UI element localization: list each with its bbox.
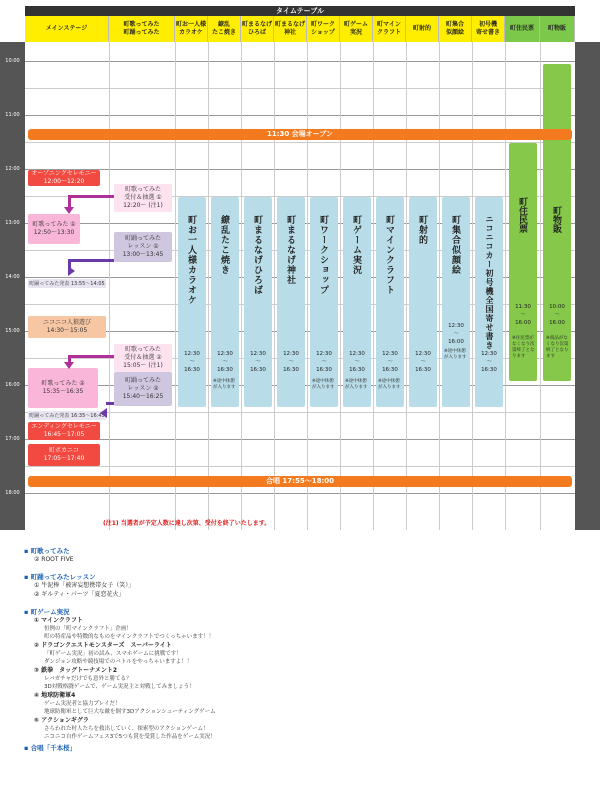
list-item-desc: ニコニコ自作ゲームフェス3で5つも賞を受賞した作品をゲーム実況！ [44,734,216,740]
time-label: 14:00 [5,274,20,280]
header-main-stage: メインステージ [25,16,109,42]
list-item-title: ② ドラゴンクエストモンスターズ スーパーライト [34,642,172,649]
list-item-desc: レバガチャだけでも意外と勝てる？ [44,676,132,682]
header-yosegaki: 初号機 寄せ書き [472,16,505,42]
timetable-title: タイムテーブル [25,6,575,16]
list-item-desc: 地球防衛軍として巨大な敵を倒す3Dアクションシューティングゲーム [44,709,216,715]
list-item-desc: 「町ゲーム実況」初の試み、スマホゲームに挑戦です！ [44,651,182,657]
event-lesson2: 町踊ってみた レッスン ② 15:40〜16:25 [114,372,172,406]
event-time: 12:30 〜 16:30 [217,351,233,373]
list-item: ② ギルティ・パーツ「夏恋花火」 [34,591,125,598]
event-note: ※途中休憩 が入ります [378,379,401,390]
time-label: 12:00 [5,166,20,172]
time-label: 13:00 [5,220,20,226]
event-time: 12:30 〜 16:00 [448,323,464,345]
event-lesson1: 町踊ってみた レッスン ① 13:00〜13:45 [114,232,172,262]
event-title: ニコニコカー初号機全国寄せ書き [485,215,494,350]
arrow-head [68,266,75,276]
event-workshop [310,197,338,407]
header-buppan: 町物販 [540,16,575,42]
event-note: ※途中休憩 が入ります [345,379,368,390]
time-label: 18:00 [5,490,20,496]
event-sing1: 町歌ってみた ① 12:50〜13:30 [28,214,80,244]
event-time: 12:30 〜 16:30 [349,351,365,373]
event-title: 町ワークショップ [318,215,328,295]
event-time: 12:30 〜 16:30 [283,351,299,373]
event-title: 町物販 [551,206,561,233]
event-nigaoe [442,197,470,407]
list-item-desc: さらわれた村人たちを救出していく、探索型のアクションゲーム！ [44,726,209,732]
list-item-desc: 恒例の「町マインクラフト」企画！ [44,626,132,632]
event-time: 10:00 〜 16:00 [549,304,565,326]
banner-open: 11:30 会場オープン [28,129,572,140]
event-title: 町まるなげ神社 [285,215,295,285]
list-item-title: ③ 鉄拳 タッグトーナメント2 [34,667,118,674]
section-heading-chorus: ▪ 合唱「千本桜」 [24,744,77,752]
event-sing2: 町歌ってみた ② 15:35〜16:35 [28,368,98,408]
list-item-desc: ダンジョン攻略や競技場でのバトルをやっちゃいますよ！！ [44,659,193,665]
event-result1: 町踊ってみた発表 13:55〜14:05 [29,280,105,287]
event-minecraft [376,197,404,407]
list-item-title: ① マインクラフト [34,617,83,624]
event-note: ※商品がな くなり次第 終了となり ます [546,336,569,359]
arrow-head [100,408,107,418]
event-time: 12:30 〜 16:30 [415,351,431,373]
event-time: 12:30 〜 16:30 [250,351,266,373]
event-title: 繚乱たこ焼き [219,215,229,275]
event-title: 町まるなげひろば [252,215,262,295]
event-juminhyo [509,143,537,381]
list-item-desc: 町の特産品や特徴的なものをマインクラフトでつくっちゃいます！！ [44,634,215,640]
time-label: 10:00 [5,58,20,64]
header-takoyaki: 繚乱 たこ焼き [208,16,241,42]
time-axis-right [575,42,600,530]
details-section [24,546,584,752]
header-workshop: 町ワーク ショップ [307,16,340,42]
header-juminhyo: 町住民票 [505,16,540,42]
arrow-head [64,207,74,214]
header-karaoke: 町お一人様 カラオケ [175,16,208,42]
header-minecraft: 町マイン クラフト [373,16,406,42]
event-title: 町集合似顔絵 [450,215,460,275]
event-jinja [277,197,305,407]
arrow [68,259,114,262]
event-note: ※途中休憩 が入ります [312,379,335,390]
event-title: 町住民票 [517,197,527,233]
event-title: 町ゲーム実況 [351,215,361,275]
event-opening: オープニングセレモニー 12:00〜12:20 [28,170,100,186]
arrow-head [64,362,74,369]
event-hiroba [244,197,272,407]
event-time: 12:30 〜 16:30 [184,351,200,373]
event-note: ※住民票が なくなり次 第終了とな ります [512,336,535,359]
section-heading-dance: ▪ 町踊ってみたレッスン [24,573,96,581]
header-jinja: 町まるなげ 神社 [274,16,307,42]
arrow [68,195,114,198]
event-reg2: 町歌ってみた 受付＆抽選 ② 15:05〜 (注1) [114,344,172,372]
event-vocanico: 町ボカニコ 17:05〜17:40 [28,444,100,466]
event-shateki [409,197,437,407]
list-item: ① 牛泥棒「被害妄想携帯女子（笑）」 [34,582,135,589]
header-utattemita: 町歌ってみた 町踊ってみた [109,16,175,42]
list-item: ② ROOT FIVE [34,556,74,563]
event-note: ※途中休憩 が入ります [213,379,236,390]
time-label: 16:00 [5,382,20,388]
time-label: 17:00 [5,436,20,442]
time-label: 15:00 [5,328,20,334]
header-hiroba: 町まるなげ ひろば [241,16,274,42]
arrow [106,402,114,405]
event-title: 町射的 [417,215,427,245]
section-heading-sing: ▪ 町歌ってみた [24,547,70,555]
event-result2: 町踊ってみた発表 16:35〜16:45 [29,412,105,419]
section-heading-game: ▪ 町ゲーム実況 [24,608,70,616]
header-game: 町ゲーム 実況 [340,16,373,42]
event-buppan [543,64,571,381]
event-game [343,197,371,407]
event-takoyaki [211,197,239,407]
event-note: ※途中休憩 が入ります [444,349,467,360]
footnote: (注1) 当選者が予定人数に達し次第、受付を終了いたします。 [103,520,271,527]
header-nigaoe: 町集合 似顔絵 [439,16,472,42]
list-item-desc: ゲーム実況者と協力プレイだ！ [44,701,121,707]
list-item-desc: 3D対戦格闘ゲームで、ゲーム実況主と対戦してみましょう！ [44,684,195,690]
event-time: 12:30 〜 16:30 [382,351,398,373]
time-label: 11:00 [5,112,20,118]
event-karaoke [178,197,206,407]
event-title: 町マインクラフト [384,215,394,295]
list-item-title: ⑤ アクションギグラ [34,717,89,724]
event-yosegaki [475,197,503,407]
event-reg1: 町歌ってみた 受付＆抽選 ① 12:20〜 (注1) [114,184,172,212]
event-niconico-jinro: ニコニコ人狼遊び 14:30〜15:05 [28,316,106,338]
event-time: 11:30 〜 16:00 [515,304,531,326]
event-title: 町お一人様カラオケ [186,215,196,305]
event-time: 12:30 〜 16:30 [481,351,497,373]
header-shateki: 町射的 [406,16,439,42]
arrow [68,355,114,358]
banner-chorus: 合唱 17:55〜18:00 [28,476,572,487]
event-time: 12:30 〜 16:30 [316,351,332,373]
event-ending: エンディングセレモニー 16:45〜17:05 [28,422,100,440]
list-item-title: ④ 地球防衛軍4 [34,692,76,699]
